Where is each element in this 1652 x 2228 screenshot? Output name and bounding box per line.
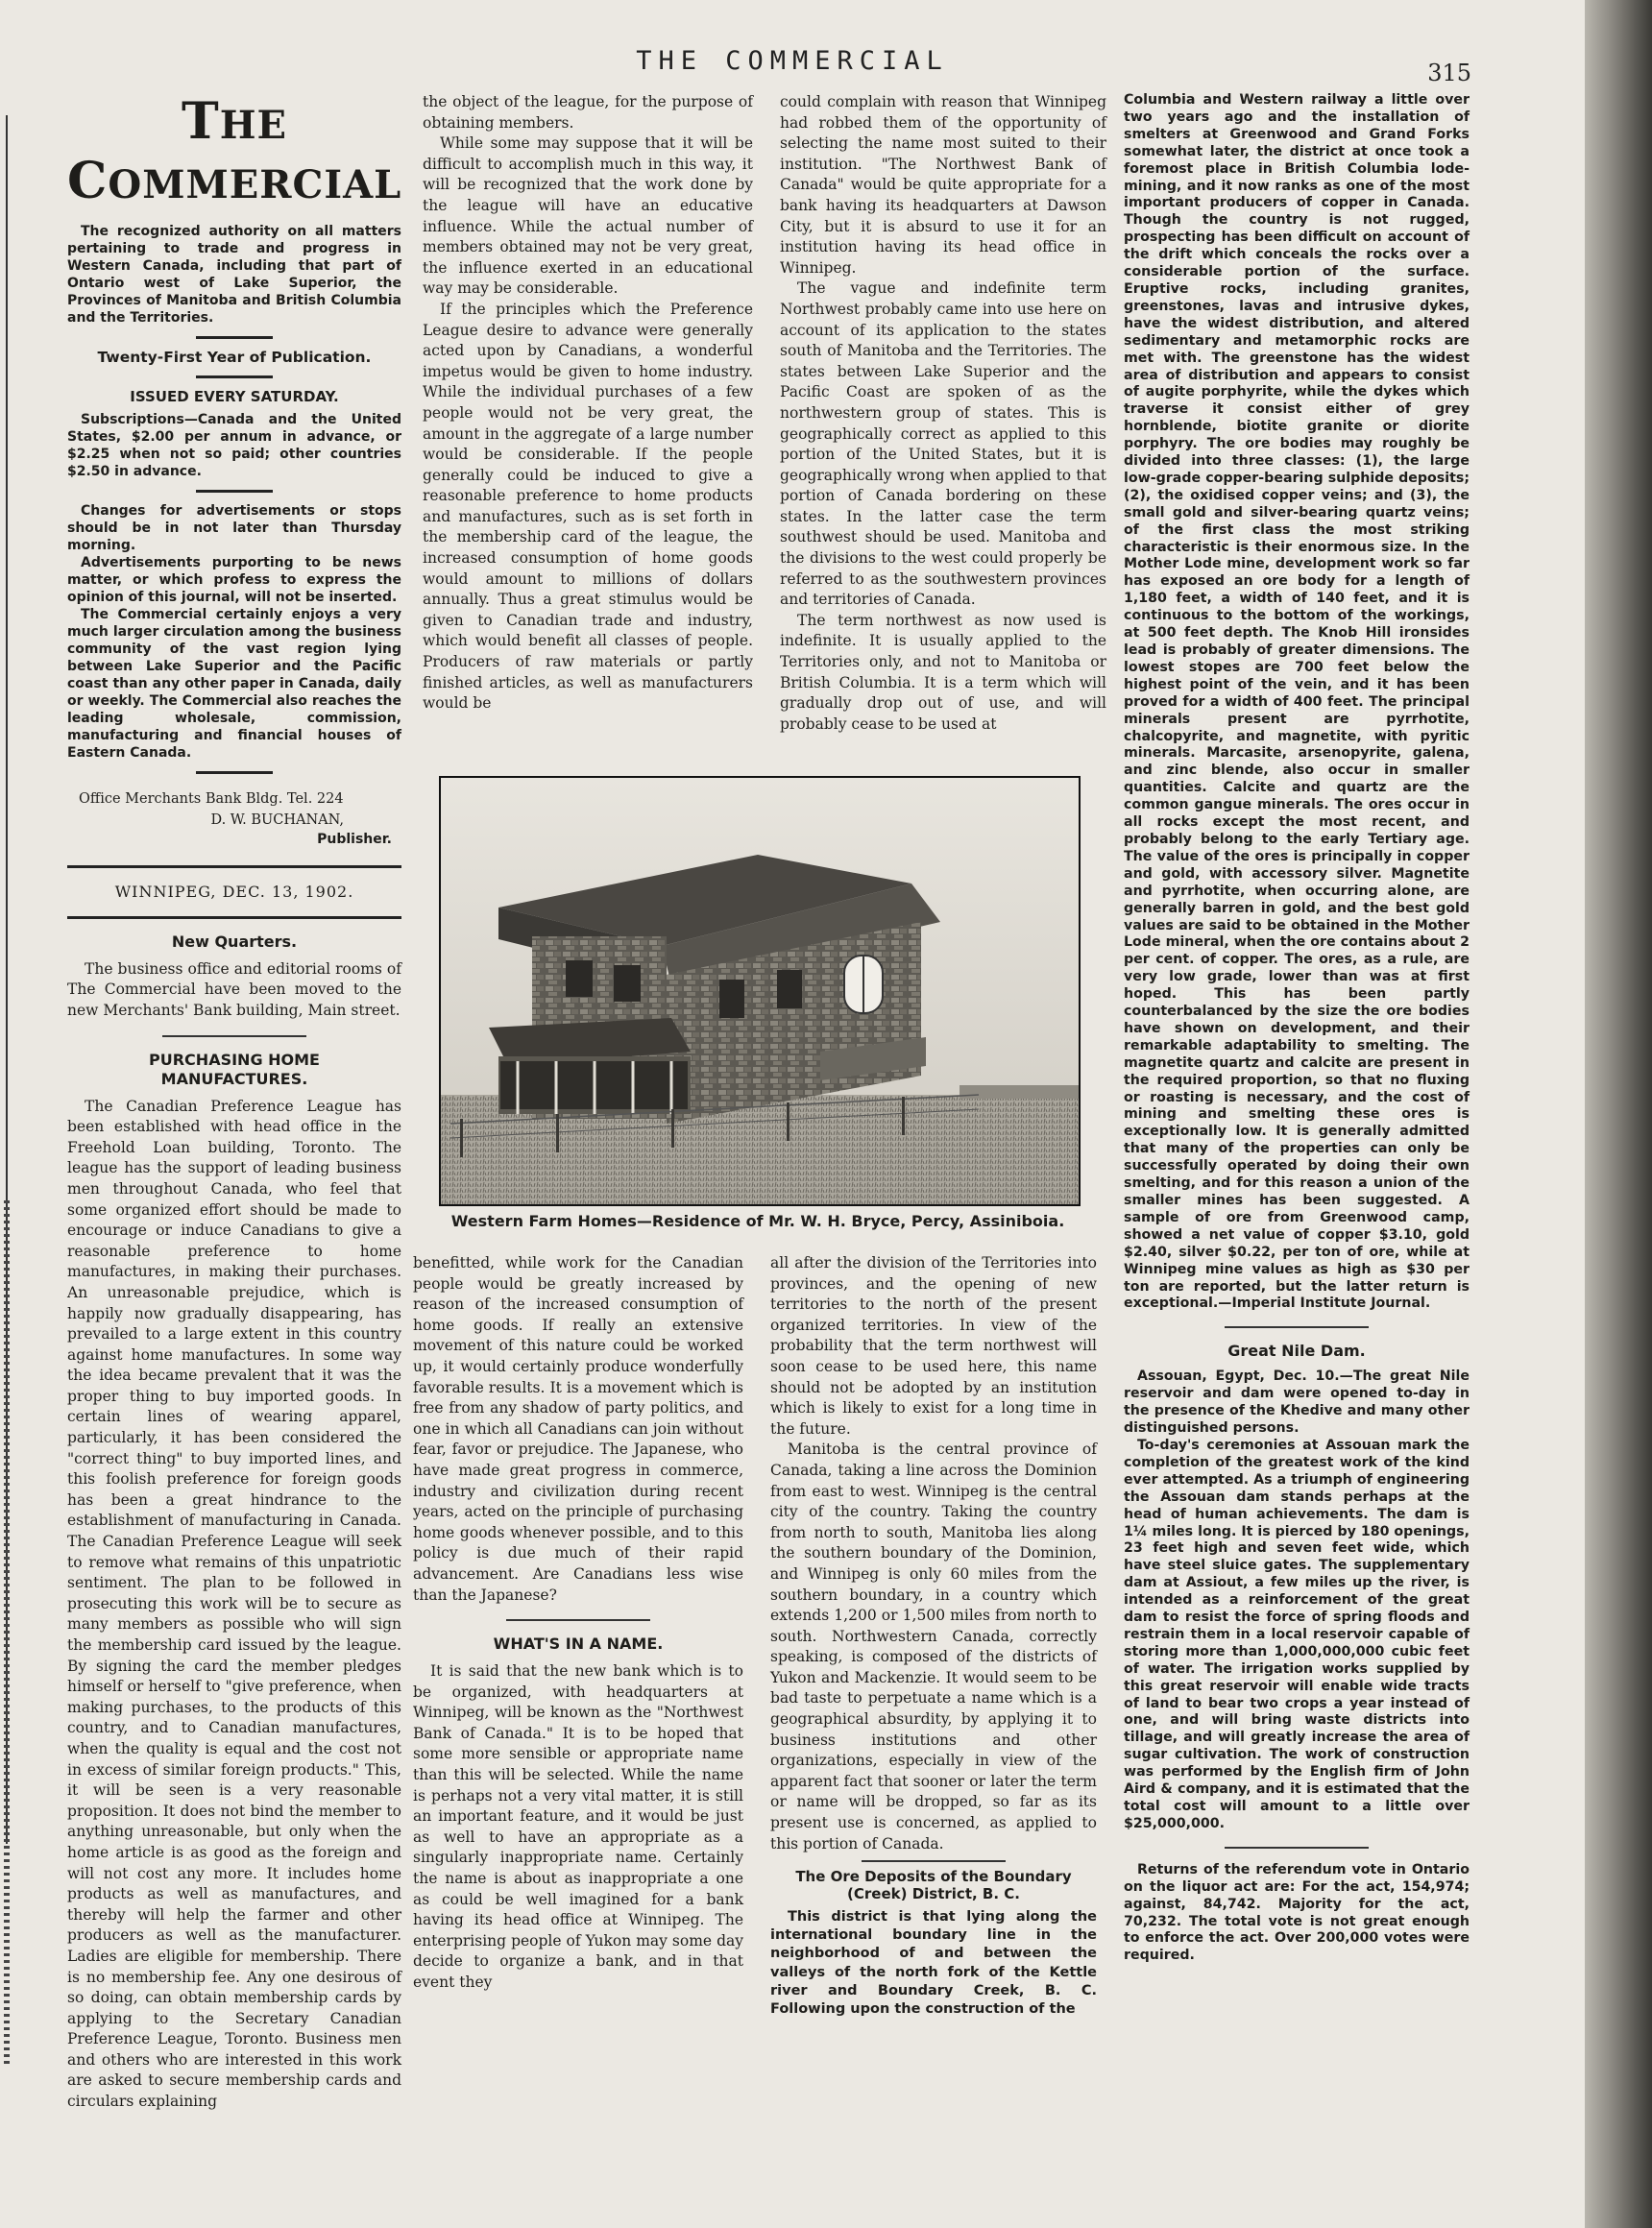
dateline: WINNIPEG, DEC. 13, 1902. bbox=[114, 883, 354, 902]
whats-in-a-name-heading: WHAT'S IN A NAME. bbox=[493, 1635, 664, 1654]
divider bbox=[196, 336, 273, 339]
book-spine-shadow bbox=[1585, 0, 1652, 2228]
left-page-edge bbox=[0, 0, 17, 2228]
home-manufactures-p2: the object of the league, for the purpose of obtaining members. bbox=[423, 93, 753, 132]
masthead-year: Twenty-First Year of Publication. bbox=[97, 349, 372, 366]
masthead-subscriptions: Subscriptions—Canada and the United States, $2.00 per annum in advance, or $2.25 when not so paid; other countries $2.50 in advance. bbox=[67, 412, 401, 479]
column-4 bbox=[1124, 92, 1470, 1965]
whats-in-a-name-p4: The term northwest as now used is indefinite. It is usually applied to the Territories only, and not to Manitoba or British Columbia. It is a term which will gradually drop out of use, and will probably cease to be used at bbox=[780, 611, 1106, 733]
column-3-top bbox=[780, 92, 1106, 735]
column-1 bbox=[67, 88, 401, 2113]
running-head: THE COMMERCIAL bbox=[636, 46, 949, 76]
divider bbox=[1225, 1326, 1369, 1328]
home-manufactures-p4: If the principles which the Preference League desire to advance were generally acted upon by Canadians, a wonderful impetus would be given to home industry. While the individual purchases of a few people would not be very great, the amount in the aggregate of a large number would be considerable. If the people generally could be induced to give a reasonable preference to home products and manufactures, such as is set forth in the membership card of the league, the increased consumption of home goods would amount to millions of dollars annually. Thus a great stimulus would be given to Canadian trade and industry, which would benefit all classes of people. Producers of raw materials or partly finished articles, as well as manufacturers would be bbox=[423, 300, 753, 713]
office-address: Office Merchants Bank Bldg. Tel. 224 bbox=[79, 791, 344, 807]
divider bbox=[67, 916, 401, 919]
divider bbox=[196, 490, 273, 493]
nile-dam-p2: To-day's ceremonies at Assouan mark the completion of the greatest work of the kind ever attempted. As a triumph of engineering the Assouan dam stands perhaps at the head of human achievements. The dam is 1¼ miles long. It is pierced by 180 openings, 23 feet high and seven feet wide, which have steel sluice gates. The supplementary dam at Assiout, a few miles up the river, is intended as a reinforcement of the great dam to resist the force of spring floods and restrain them in a local reservoir capable of storing more than 1,000,000,000 cubic feet of water. The irrigation works supplied by this great reservoir will enable wide tracts of land to bear two crops a year instead of one, and will bring waste districts into tillage, and will greatly increase the area of sugar cultivation. The work of construction was performed by the English firm of John Aird & company, and it is estimated that the total cost will amount to a little over $25,000,000. bbox=[1124, 1437, 1470, 1831]
ore-deposits-p2: Columbia and Western railway a little over two years ago and the installation of smelters at Greenwood and Grand Forks somewhat later, the district at once took a foremost place in British Columbia lode-mining, and it now ranks as one of the most important producers of copper in Canada. Though the country is not rugged, prospecting has been difficult on account of the drift which conceals the rocks over a considerable portion of the surface. Eruptive rocks, including granites, greenstones, lavas and intrusive dykes, have the widest distribution, and altered sedimentary and metamorphic rocks are met with. The greenstone has the widest area of distribution and appears to consist of augite porphyrite, while the dykes which traverse it consist either of grey hornblende, biotite granite or diorite porphyry. The ore bodies may roughly be divided into three classes: (1), the large low-grade copper-bearing sulphide deposits; (2), the oxidised copper veins; and (3), the small gold and silver-bearing quartz veins; of the first class the most striking characteristic is their enormous size. In the Mother Lode mine, development work so far has exposed an ore body for a length of 1,180 feet, a width of 140 feet, and it is continuous to the bottom of the workings, at 500 feet depth. The Knob Hill ironsides lead is probably of greater dimensions. The lowest stopes are 700 feet below the highest point of the vein, and it has been proved for a width of 400 feet. The principal minerals present are pyrrhotite, chalcopyrite, and magnetite, with pyritic minerals. Marcasite, arsenopyrite, galena, and zinc blende, also occur in smaller quantities. Calcite and quartz are the common gangue minerals. The ores occur in all rocks except the most recent, and probably belong to the early Tertiary age. The value of the ores is principally in copper and gold, with accessory silver. Magnetite and pyrrhotite, when occurring alone, are generally barren in gold, and the best gold values are said to be obtained in the Mother Lode mineral, when the ore contains about 2 per cent. of copper. The ores, as a rule, are very low grade, lower than was at first hoped. This has been partly counterbalanced by the size the ore bodies have shown on development, and their remarkable adaptability to smelting. The magnetite quartz and calcite are present in the required proportion, so that no fluxing or roasting is necessary, and the cost of mining and smelting these ores is exceptionally low. It is generally admitted that many of the properties can only be successfully operated by doing their own smelting, and for this reason a union of the smaller mines has been suggested. A sample of ore from Greenwood camp, showed a net value of copper $3.10, gold $2.40, silver $0.22, per ton of ore, while at Winnipeg mine values as high as $30 per ton are reported, but the latter return is exceptional.—Imperial Institute Journal. bbox=[1124, 92, 1470, 1312]
masthead-issued: ISSUED EVERY SATURDAY. bbox=[130, 388, 339, 405]
ore-deposits-heading: The Ore Deposits of the Boundary (Creek) District, B. C. bbox=[795, 1868, 1072, 1903]
new-quarters-body: The business office and editorial rooms of The Commercial have been moved to the new Merchants' Bank building, Main street. bbox=[67, 959, 401, 1019]
home-manufactures-heading: PURCHASING HOME MANUFACTURES. bbox=[149, 1050, 320, 1088]
masthead-description: The recognized authority on all matters pertaining to trade and progress in Western Canada, including that part of Ontario west of Lake Superior, the Provinces of Manitoba and British Columbia and the Territories. bbox=[67, 224, 401, 326]
divider bbox=[1225, 1847, 1369, 1849]
home-manufactures-p3: While some may suppose that it will be difficult to accomplish much in this way, it will be recognized that the work done by the league will have an educative influence. While the actual number of members obtained may not be very great, the influence exerted in an educational way may be considerable. bbox=[423, 134, 753, 298]
nile-dam-p1: Assouan, Egypt, Dec. 10.—The great Nile reservoir and dam were opened to-day in the presence of the Khedive and many other distinguished persons. bbox=[1124, 1368, 1470, 1437]
column-2-top bbox=[423, 92, 753, 714]
divider bbox=[862, 1860, 1006, 1862]
publisher-title: Publisher. bbox=[317, 832, 392, 848]
notice-changes: Changes for advertisements or stops should be in not later than Thursday morning. bbox=[67, 503, 401, 553]
home-manufactures-p5: benefitted, while work for the Canadian people would be greatly increased by reason of the increased consumption of home goods. If really an extensive movement of this nature could be worked up, it would certainly produce wonderfully favorable results. It is a movement which is free from any shadow of party politics, and one in which all Canadians can join without fear, favor or prejudice. The Japanese, who have made great progress in commerce, industry and civilization during recent years, acted on the principle of purchasing home goods whenever possible, and to this policy is due much of their rapid advancement. Are Canadians less wise than the Japanese? bbox=[413, 1254, 743, 1604]
whats-in-a-name-p1: It is said that the new bank which is to be organized, with headquarters at Winnipeg, will be known as the "Northwest Bank of Canada." It is to be hoped that some more sensible or appropriate name than this will be selected. While the name is perhaps not a very vital matter, it is still an important feature, and it would be just as well to have an appropriate as a singularly inappropriate name. Certainly the name is about as inappropriate a one as could be well imagined for a bank having its head office at Winnipeg. The enterprising people of Yukon may some day decide to organize a bank, and in that event they bbox=[413, 1662, 743, 1991]
edge-dotted-rule bbox=[4, 1200, 10, 2065]
divider bbox=[196, 771, 273, 774]
nile-dam-heading: Great Nile Dam. bbox=[1227, 1342, 1366, 1361]
new-quarters-heading: New Quarters. bbox=[171, 932, 298, 951]
publisher-name: D. W. BUCHANAN, bbox=[210, 811, 344, 828]
farm-house-photo bbox=[439, 776, 1081, 1206]
whats-in-a-name-p3: The vague and indefinite term Northwest probably came into use here on account of its application to the states south of Manitoba and the Territories. The states between Lake Superior and the Pacific Coast are spoken of as the northwestern group of states. This is geographically correct as applied to this portion of the United States, but it is geographically wrong when applied to that portion of Canada bordering on these states. In the latter case the term southwest should be used. Manitoba and the divisions to the west could properly be referred to as the southwestern provinces and territories of Canada. bbox=[780, 279, 1106, 609]
ore-deposits-p1: This district is that lying along the international boundary line in the neighborhood of and between the valleys of the north fork of the Kettle river and Boundary Creek, B. C. Following upon the construction of the bbox=[770, 1909, 1097, 2017]
divider bbox=[162, 1035, 306, 1037]
column-3-bottom bbox=[770, 1253, 1097, 2019]
notice-circulation: The Commercial certainly enjoys a very much larger circulation among the business community of the vast region lying between Lake Superior and the Pacific coast than any other paper in Canada, daily or weekly. The Commercial also reaches the leading wholesale, commission, manufacturing and financial houses of Eastern Canada. bbox=[67, 607, 401, 761]
photo-caption: Western Farm Homes—Residence of Mr. W. H. Bryce, Percy, Assiniboia. bbox=[450, 1212, 1065, 1230]
whats-in-a-name-p6: Manitoba is the central province of Canada, taking a line across the Dominion from east to west. Winnipeg is the central city of the country. Taking the country from north to south, Manitoba lies along the southern boundary of the Dominion, and Winnipeg is only 60 miles from the southern boundary, in a country which extends 1,200 or 1,500 miles from north to south. Northwestern Canada, correctly speaking, is composed of the districts of Yukon and Mackenzie. It would seem to be bad taste to perpetuate a name which is a geographical absurdity, by applying it to business institutions and other organizations, especially in view of the apparent fact that sooner or later the term or name will be dropped, so far as its present use is concerned, as applied to this portion of Canada. bbox=[770, 1441, 1097, 1853]
divider bbox=[506, 1619, 650, 1621]
divider bbox=[196, 375, 273, 378]
divider bbox=[67, 865, 401, 868]
masthead-title: THE COMMERCIAL bbox=[67, 92, 402, 210]
referendum-body: Returns of the referendum vote in Ontario on the liquor act are: For the act, 154,974; against, 84,742. Majority for the act, 70,232. The total vote is not great enough to enforce the act. Over 200,000 votes were required. bbox=[1124, 1861, 1470, 1964]
notice-ads: Advertisements purporting to be news matter, or which profess to express the opinion of this journal, will not be inserted. bbox=[67, 555, 401, 605]
farm-house-illustration bbox=[441, 778, 1079, 1204]
page-number: 315 bbox=[1427, 60, 1471, 86]
whats-in-a-name-p2: could complain with reason that Winnipeg had robbed them of the opportunity of selecting the name most suited to their institution. "The Northwest Bank of Canada" would be quite appropriate for a bank having its headquarters at Dawson City, but it is absurd to use it for an institution having its head office in Winnipeg. bbox=[780, 93, 1106, 277]
whats-in-a-name-p5: all after the division of the Territories into provinces, and the opening of new territories to the north of the present organized territories. In view of the probability that the term northwest will soon cease to be used here, this name should not be adopted by an institution which is likely to exist for a long time in the future. bbox=[770, 1254, 1097, 1438]
column-2-bottom bbox=[413, 1253, 743, 1994]
home-manufactures-p1: The Canadian Preference League has been established with head office in the Freehold Loan building, Toronto. The league has the support of leading business men throughout Canada, who feel that some organized effort should be made to encourage or induce Canadians to give a reasonable preference to home manufactures, in making their purchases. An unreasonable prejudice, which is happily now gradually disappearing, has prevailed to a large extent in this country against home manufactures. In some way the idea became prevalent that it was the proper thing to buy imported goods. In certain lines of wearing apparel, particularly, it has been considered the "correct thing" to buy imported lines, and this foolish preference for foreign goods has been a great hindrance to the establishment of manufacturing in Canada. The Canadian Preference League will seek to remove what remains of this unpatriotic sentiment. The plan to be followed in prosecuting this work will be to secure as many members as possible who will sign the membership card issued by the league. By signing the card the member pledges himself or herself to "give preference, when making purchases, to the products of this country, and to Canadian manufactures, when the quality is equal and the cost not in excess of similar foreign products." This, it will be seen is a very reasonable proposition. It does not bind the member to anything unreasonable, but only when the home article is as good as the foreign and will not cost any more. It includes home products as well as manufactures, and thereby will help the farmer and other producers as well as the manufacturer. Ladies are eligible for membership. There is no membership fee. Any one desirous of so doing, can obtain membership cards by applying to the Secretary Canadian Preference League, Toronto. Business men and others who are interested in this work are asked to secure membership cards and circulars explaining bbox=[67, 1097, 401, 2111]
